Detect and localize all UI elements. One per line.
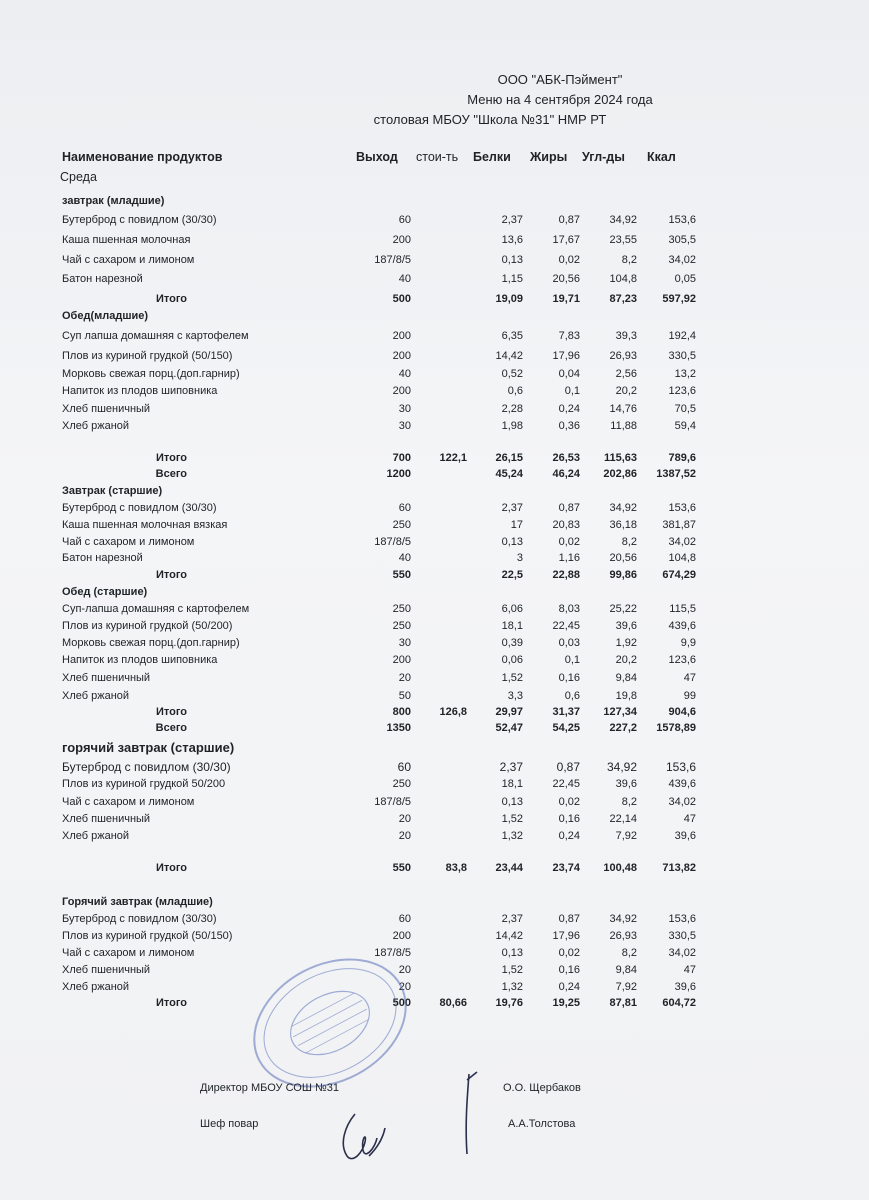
total-fat: 26,53: [552, 452, 580, 464]
cell-output: 187/8/5: [374, 536, 411, 548]
cell-carbs: 36,18: [609, 519, 637, 531]
cell-fat: 17,96: [552, 350, 580, 362]
total-output: 500: [392, 293, 411, 305]
table-row: [0, 214, 869, 231]
cell-protein: 0,39: [501, 637, 523, 649]
section-title: Обед (старшие): [62, 586, 148, 598]
cell-carbs: 14,76: [609, 403, 637, 415]
total-kcal: 713,82: [662, 862, 696, 874]
cell-kcal: 99: [683, 690, 696, 702]
cell-output: 60: [398, 214, 411, 226]
total-carbs: 202,86: [603, 468, 637, 480]
cell-fat: 0,02: [558, 796, 580, 808]
product-name: Плов из куриной грудкой (50/200): [62, 620, 233, 632]
cell-protein: 0,06: [501, 654, 523, 666]
cell-kcal: 192,4: [668, 330, 696, 342]
cell-fat: 7,83: [558, 330, 580, 342]
cell-protein: 0,6: [507, 385, 523, 397]
cell-fat: 0,24: [558, 830, 580, 842]
total-label: Всего: [155, 722, 187, 734]
table-row: [0, 830, 869, 847]
cell-carbs: 34,92: [606, 760, 637, 774]
canteen-name: столовая МБОУ "Школа №31" НМР РТ: [373, 112, 607, 127]
col-kcal-header: Ккал: [647, 150, 676, 164]
cell-protein: 6,35: [501, 330, 523, 342]
product-name: Суп лапша домашняя с картофелем: [62, 330, 249, 342]
product-name: Хлеб пшеничный: [62, 672, 151, 684]
cell-kcal: 47: [683, 672, 696, 684]
cell-output: 250: [392, 620, 411, 632]
cell-carbs: 34,92: [609, 214, 637, 226]
cell-kcal: 13,2: [674, 368, 696, 380]
cell-kcal: 153,6: [668, 214, 696, 226]
product-name: Хлеб ржаной: [62, 690, 130, 702]
cell-kcal: 153,6: [665, 760, 696, 774]
cell-fat: 0,1: [564, 385, 580, 397]
cell-kcal: 47: [683, 964, 696, 976]
cell-output: 20: [398, 981, 411, 993]
total-protein: 22,5: [501, 569, 523, 581]
product-name: Чай с сахаром и лимоном: [62, 947, 195, 959]
product-name: Напиток из плодов шиповника: [62, 385, 218, 397]
cell-carbs: 20,2: [615, 654, 637, 666]
cell-kcal: 439,6: [668, 620, 696, 632]
cell-carbs: 2,56: [615, 368, 637, 380]
cell-fat: 0,02: [558, 536, 580, 548]
table-row: [0, 690, 869, 707]
director-title: Директор МБОУ СОШ №31: [200, 1082, 340, 1094]
cell-protein: 1,52: [501, 672, 523, 684]
product-name: Бутерброд с повидлом (30/30): [62, 760, 231, 774]
director-name: О.О. Щербаков: [503, 1082, 581, 1094]
product-name: Каша пшенная молочная вязкая: [62, 519, 228, 531]
col-carbs-header: Угл-ды: [582, 150, 625, 164]
cell-kcal: 39,6: [674, 981, 696, 993]
table-row: [0, 913, 869, 930]
cell-carbs: 39,6: [615, 620, 637, 632]
cell-carbs: 34,92: [609, 502, 637, 514]
cell-kcal: 330,5: [668, 930, 696, 942]
table-row: [0, 536, 869, 553]
cell-carbs: 8,2: [621, 947, 637, 959]
table-row: [0, 964, 869, 981]
total-label: Итого: [155, 293, 187, 305]
total-cost: 126,8: [439, 706, 467, 718]
cell-output: 60: [397, 760, 411, 774]
product-name: Хлеб ржаной: [62, 830, 130, 842]
total-row: [0, 452, 869, 469]
total-protein: 45,24: [495, 468, 523, 480]
total-output: 1200: [386, 468, 411, 480]
cell-protein: 6,06: [501, 603, 523, 615]
cell-output: 40: [398, 273, 411, 285]
product-name: Бутерброд с повидлом (30/30): [62, 913, 217, 925]
col-name-header: Наименование продуктов: [62, 150, 223, 164]
total-label: Итого: [155, 452, 187, 464]
total-protein: 23,44: [495, 862, 523, 874]
cell-carbs: 104,8: [609, 273, 637, 285]
section-title: завтрак (младшие): [62, 195, 165, 207]
total-output: 800: [392, 706, 411, 718]
cell-carbs: 39,6: [615, 778, 637, 790]
section-title: Горячий завтрак (младшие): [62, 896, 213, 908]
cell-kcal: 34,02: [668, 254, 696, 266]
cell-kcal: 39,6: [674, 830, 696, 842]
cell-protein: 2,28: [501, 403, 523, 415]
cell-kcal: 330,5: [668, 350, 696, 362]
total-carbs: 227,2: [609, 722, 637, 734]
table-row: [0, 981, 869, 998]
total-carbs: 87,81: [609, 997, 637, 1009]
table-row: [0, 930, 869, 947]
total-output: 500: [392, 997, 411, 1009]
total-fat: 23,74: [552, 862, 580, 874]
cell-fat: 0,04: [558, 368, 580, 380]
total-label: Итого: [155, 706, 187, 718]
cell-fat: 0,16: [558, 964, 580, 976]
cell-protein: 18,1: [501, 778, 523, 790]
total-kcal: 1578,89: [656, 722, 696, 734]
total-carbs: 100,48: [603, 862, 637, 874]
total-carbs: 127,34: [603, 706, 637, 718]
product-name: Чай с сахаром и лимоном: [62, 254, 195, 266]
total-kcal: 789,6: [668, 452, 696, 464]
product-name: Бутерброд с повидлом (30/30): [62, 502, 217, 514]
cell-protein: 0,52: [501, 368, 523, 380]
cell-output: 250: [392, 778, 411, 790]
cell-kcal: 123,6: [668, 654, 696, 666]
product-name: Суп-лапша домашняя с картофелем: [62, 603, 250, 615]
cell-fat: 0,87: [558, 214, 580, 226]
total-fat: 54,25: [552, 722, 580, 734]
cell-kcal: 34,02: [668, 947, 696, 959]
cell-kcal: 47: [683, 813, 696, 825]
cell-output: 60: [398, 502, 411, 514]
cell-carbs: 1,92: [615, 637, 637, 649]
cell-kcal: 34,02: [668, 536, 696, 548]
product-name: Морковь свежая порц.(доп.гарнир): [62, 368, 240, 380]
cell-carbs: 39,3: [615, 330, 637, 342]
total-label: Итого: [155, 997, 187, 1009]
total-output: 550: [392, 569, 411, 581]
product-name: Бутерброд с повидлом (30/30): [62, 214, 217, 226]
cell-carbs: 11,88: [610, 420, 637, 432]
col-fat-header: Жиры: [530, 150, 568, 164]
product-name: Хлеб пшеничный: [62, 403, 151, 415]
col-output-header: Выход: [356, 150, 398, 164]
total-protein: 29,97: [495, 706, 523, 718]
cell-kcal: 305,5: [668, 234, 696, 246]
cell-protein: 0,13: [501, 796, 523, 808]
total-kcal: 1387,52: [656, 468, 696, 480]
cell-protein: 2,37: [501, 913, 523, 925]
cell-fat: 22,45: [552, 620, 580, 632]
cell-protein: 0,13: [501, 536, 523, 548]
cell-output: 30: [398, 420, 411, 432]
cell-protein: 3,3: [507, 690, 523, 702]
table-row: [0, 368, 869, 385]
cell-output: 187/8/5: [374, 254, 411, 266]
cell-fat: 22,45: [552, 778, 580, 790]
cell-kcal: 381,87: [662, 519, 696, 531]
total-output: 550: [392, 862, 411, 874]
cell-carbs: 9,84: [615, 672, 637, 684]
cell-output: 20: [398, 813, 411, 825]
weekday-label: Среда: [60, 170, 97, 184]
cell-kcal: 104,8: [668, 552, 696, 564]
section-title: Обед(младшие): [62, 310, 149, 322]
total-cost: 122,1: [439, 452, 467, 464]
total-label: Итого: [155, 569, 187, 581]
product-name: Хлеб пшеничный: [62, 964, 151, 976]
total-label: Итого: [155, 862, 187, 874]
table-row: [0, 502, 869, 519]
table-row: [0, 637, 869, 654]
cell-protein: 1,32: [501, 981, 523, 993]
cell-carbs: 26,93: [609, 930, 637, 942]
table-row: [0, 796, 869, 813]
total-carbs: 87,23: [609, 293, 637, 305]
cell-carbs: 20,2: [615, 385, 637, 397]
table-row: [0, 330, 869, 347]
table-row: [0, 403, 869, 420]
total-cost: 80,66: [439, 997, 467, 1009]
product-name: Морковь свежая порц.(доп.гарнир): [62, 637, 240, 649]
table-row: [0, 254, 869, 271]
cell-fat: 0,87: [558, 913, 580, 925]
product-name: Плов из куриной грудкой 50/200: [62, 778, 226, 790]
cell-fat: 20,56: [552, 273, 580, 285]
cell-protein: 1,52: [501, 813, 523, 825]
cell-protein: 0,13: [501, 947, 523, 959]
cell-output: 200: [392, 385, 411, 397]
total-protein: 19,09: [495, 293, 523, 305]
table-row: [0, 234, 869, 251]
cell-kcal: 123,6: [668, 385, 696, 397]
cell-protein: 18,1: [501, 620, 523, 632]
cell-output: 200: [392, 350, 411, 362]
cell-output: 50: [398, 690, 411, 702]
cell-output: 20: [398, 964, 411, 976]
cell-kcal: 153,6: [668, 913, 696, 925]
cell-fat: 0,6: [564, 690, 580, 702]
cell-protein: 2,37: [501, 214, 523, 226]
total-kcal: 904,6: [668, 706, 696, 718]
cell-output: 187/8/5: [374, 947, 411, 959]
col-protein-header: Белки: [473, 150, 511, 164]
cell-fat: 0,03: [558, 637, 580, 649]
table-row: [0, 603, 869, 620]
total-protein: 26,15: [495, 452, 523, 464]
round-stamp-seal: [245, 958, 415, 1088]
cell-output: 187/8/5: [374, 796, 411, 808]
cell-protein: 1,15: [501, 273, 523, 285]
cell-protein: 1,32: [501, 830, 523, 842]
cell-carbs: 23,55: [609, 234, 637, 246]
total-fat: 46,24: [552, 468, 580, 480]
product-name: Хлеб пшеничный: [62, 813, 151, 825]
table-row: [0, 620, 869, 637]
cell-output: 200: [392, 234, 411, 246]
product-name: Плов из куриной грудкой (50/150): [62, 350, 233, 362]
total-cost: 83,8: [445, 862, 467, 874]
total-fat: 19,25: [552, 997, 580, 1009]
total-output: 700: [392, 452, 411, 464]
total-row: [0, 293, 869, 310]
product-name: Напиток из плодов шиповника: [62, 654, 218, 666]
cell-fat: 0,24: [558, 403, 580, 415]
cell-carbs: 34,92: [609, 913, 637, 925]
table-row: [0, 552, 869, 569]
cell-carbs: 7,92: [615, 830, 637, 842]
cell-fat: 20,83: [552, 519, 580, 531]
cell-output: 20: [398, 672, 411, 684]
cell-protein: 1,52: [501, 964, 523, 976]
cell-kcal: 34,02: [668, 796, 696, 808]
chef-signature: [325, 1108, 395, 1168]
total-protein: 52,47: [495, 722, 523, 734]
cell-carbs: 22,14: [609, 813, 637, 825]
product-name: Хлеб ржаной: [62, 420, 130, 432]
cell-protein: 3: [516, 552, 523, 564]
total-protein: 19,76: [495, 997, 523, 1009]
product-name: Батон нарезной: [62, 552, 143, 564]
total-kcal: 604,72: [662, 997, 696, 1009]
table-row: [0, 672, 869, 689]
cell-output: 250: [392, 519, 411, 531]
cell-protein: 0,13: [501, 254, 523, 266]
table-row: [0, 420, 869, 437]
cell-kcal: 439,6: [668, 778, 696, 790]
cell-carbs: 8,2: [621, 254, 637, 266]
col-cost-header: стои-ть: [416, 150, 459, 164]
cell-output: 200: [392, 930, 411, 942]
total-carbs: 99,86: [609, 569, 637, 581]
cell-fat: 0,24: [558, 981, 580, 993]
table-row: [0, 947, 869, 964]
product-name: Хлеб ржаной: [62, 981, 130, 993]
cell-carbs: 25,22: [609, 603, 637, 615]
cell-fat: 0,1: [564, 654, 580, 666]
cell-output: 30: [398, 637, 411, 649]
product-name: Каша пшенная молочная: [62, 234, 191, 246]
cell-output: 20: [398, 830, 411, 842]
total-label: Всего: [155, 468, 187, 480]
table-row: [0, 350, 869, 367]
cell-carbs: 20,56: [609, 552, 637, 564]
cell-fat: 8,03: [558, 603, 580, 615]
cell-kcal: 70,5: [674, 403, 696, 415]
cell-protein: 2,37: [499, 760, 523, 774]
cell-output: 40: [398, 552, 411, 564]
cell-kcal: 115,5: [669, 603, 696, 615]
cell-carbs: 7,92: [615, 981, 637, 993]
cell-protein: 14,42: [495, 930, 523, 942]
cell-fat: 0,87: [556, 760, 580, 774]
cell-protein: 2,37: [501, 502, 523, 514]
total-row: [0, 862, 869, 879]
cell-output: 40: [398, 368, 411, 380]
table-row: [0, 519, 869, 536]
table-row: [0, 778, 869, 795]
cell-fat: 0,02: [558, 254, 580, 266]
cell-protein: 17: [510, 519, 523, 531]
cell-kcal: 0,05: [674, 273, 696, 285]
cell-carbs: 9,84: [615, 964, 637, 976]
cell-output: 200: [392, 654, 411, 666]
section-title: Завтрак (старшие): [62, 485, 163, 497]
product-name: Батон нарезной: [62, 273, 143, 285]
cell-fat: 0,36: [558, 420, 580, 432]
cell-output: 60: [398, 913, 411, 925]
cell-fat: 0,02: [558, 947, 580, 959]
table-row: [0, 273, 869, 290]
table-row: [0, 385, 869, 402]
cell-kcal: 9,9: [680, 637, 696, 649]
cell-output: 250: [392, 603, 411, 615]
product-name: Чай с сахаром и лимоном: [62, 536, 195, 548]
cell-fat: 17,67: [552, 234, 580, 246]
total-fat: 22,88: [552, 569, 580, 581]
total-row: [0, 468, 869, 485]
table-row: [0, 813, 869, 830]
total-row: [0, 569, 869, 586]
director-signature: [455, 1070, 495, 1160]
section-title: горячий завтрак (старшие): [62, 740, 235, 755]
table-row: [0, 654, 869, 671]
table-row: [0, 760, 869, 777]
total-fat: 31,37: [552, 706, 580, 718]
cell-output: 200: [392, 330, 411, 342]
menu-date-title: Меню на 4 сентября 2024 года: [467, 92, 653, 107]
company-name: ООО "АБК-Пэймент": [497, 72, 623, 87]
total-row: [0, 706, 869, 723]
total-kcal: 597,92: [662, 293, 696, 305]
cell-carbs: 19,8: [615, 690, 637, 702]
cell-fat: 17,96: [552, 930, 580, 942]
cell-fat: 1,16: [558, 552, 580, 564]
cell-protein: 13,6: [501, 234, 523, 246]
total-kcal: 674,29: [662, 569, 696, 581]
total-output: 1350: [386, 722, 411, 734]
total-carbs: 115,63: [603, 452, 637, 464]
cell-carbs: 8,2: [621, 536, 637, 548]
cell-kcal: 59,4: [674, 420, 696, 432]
cell-fat: 0,16: [558, 813, 580, 825]
chef-title: Шеф повар: [200, 1118, 259, 1130]
chef-name: А.А.Толстова: [508, 1118, 576, 1130]
cell-kcal: 153,6: [668, 502, 696, 514]
cell-protein: 1,98: [501, 420, 523, 432]
cell-carbs: 8,2: [621, 796, 637, 808]
total-row: [0, 722, 869, 739]
cell-fat: 0,16: [558, 672, 580, 684]
total-row: [0, 997, 869, 1014]
product-name: Чай с сахаром и лимоном: [62, 796, 195, 808]
total-fat: 19,71: [552, 293, 580, 305]
cell-output: 30: [398, 403, 411, 415]
product-name: Плов из куриной грудкой (50/150): [62, 930, 233, 942]
cell-protein: 14,42: [495, 350, 523, 362]
cell-fat: 0,87: [558, 502, 580, 514]
cell-carbs: 26,93: [609, 350, 637, 362]
